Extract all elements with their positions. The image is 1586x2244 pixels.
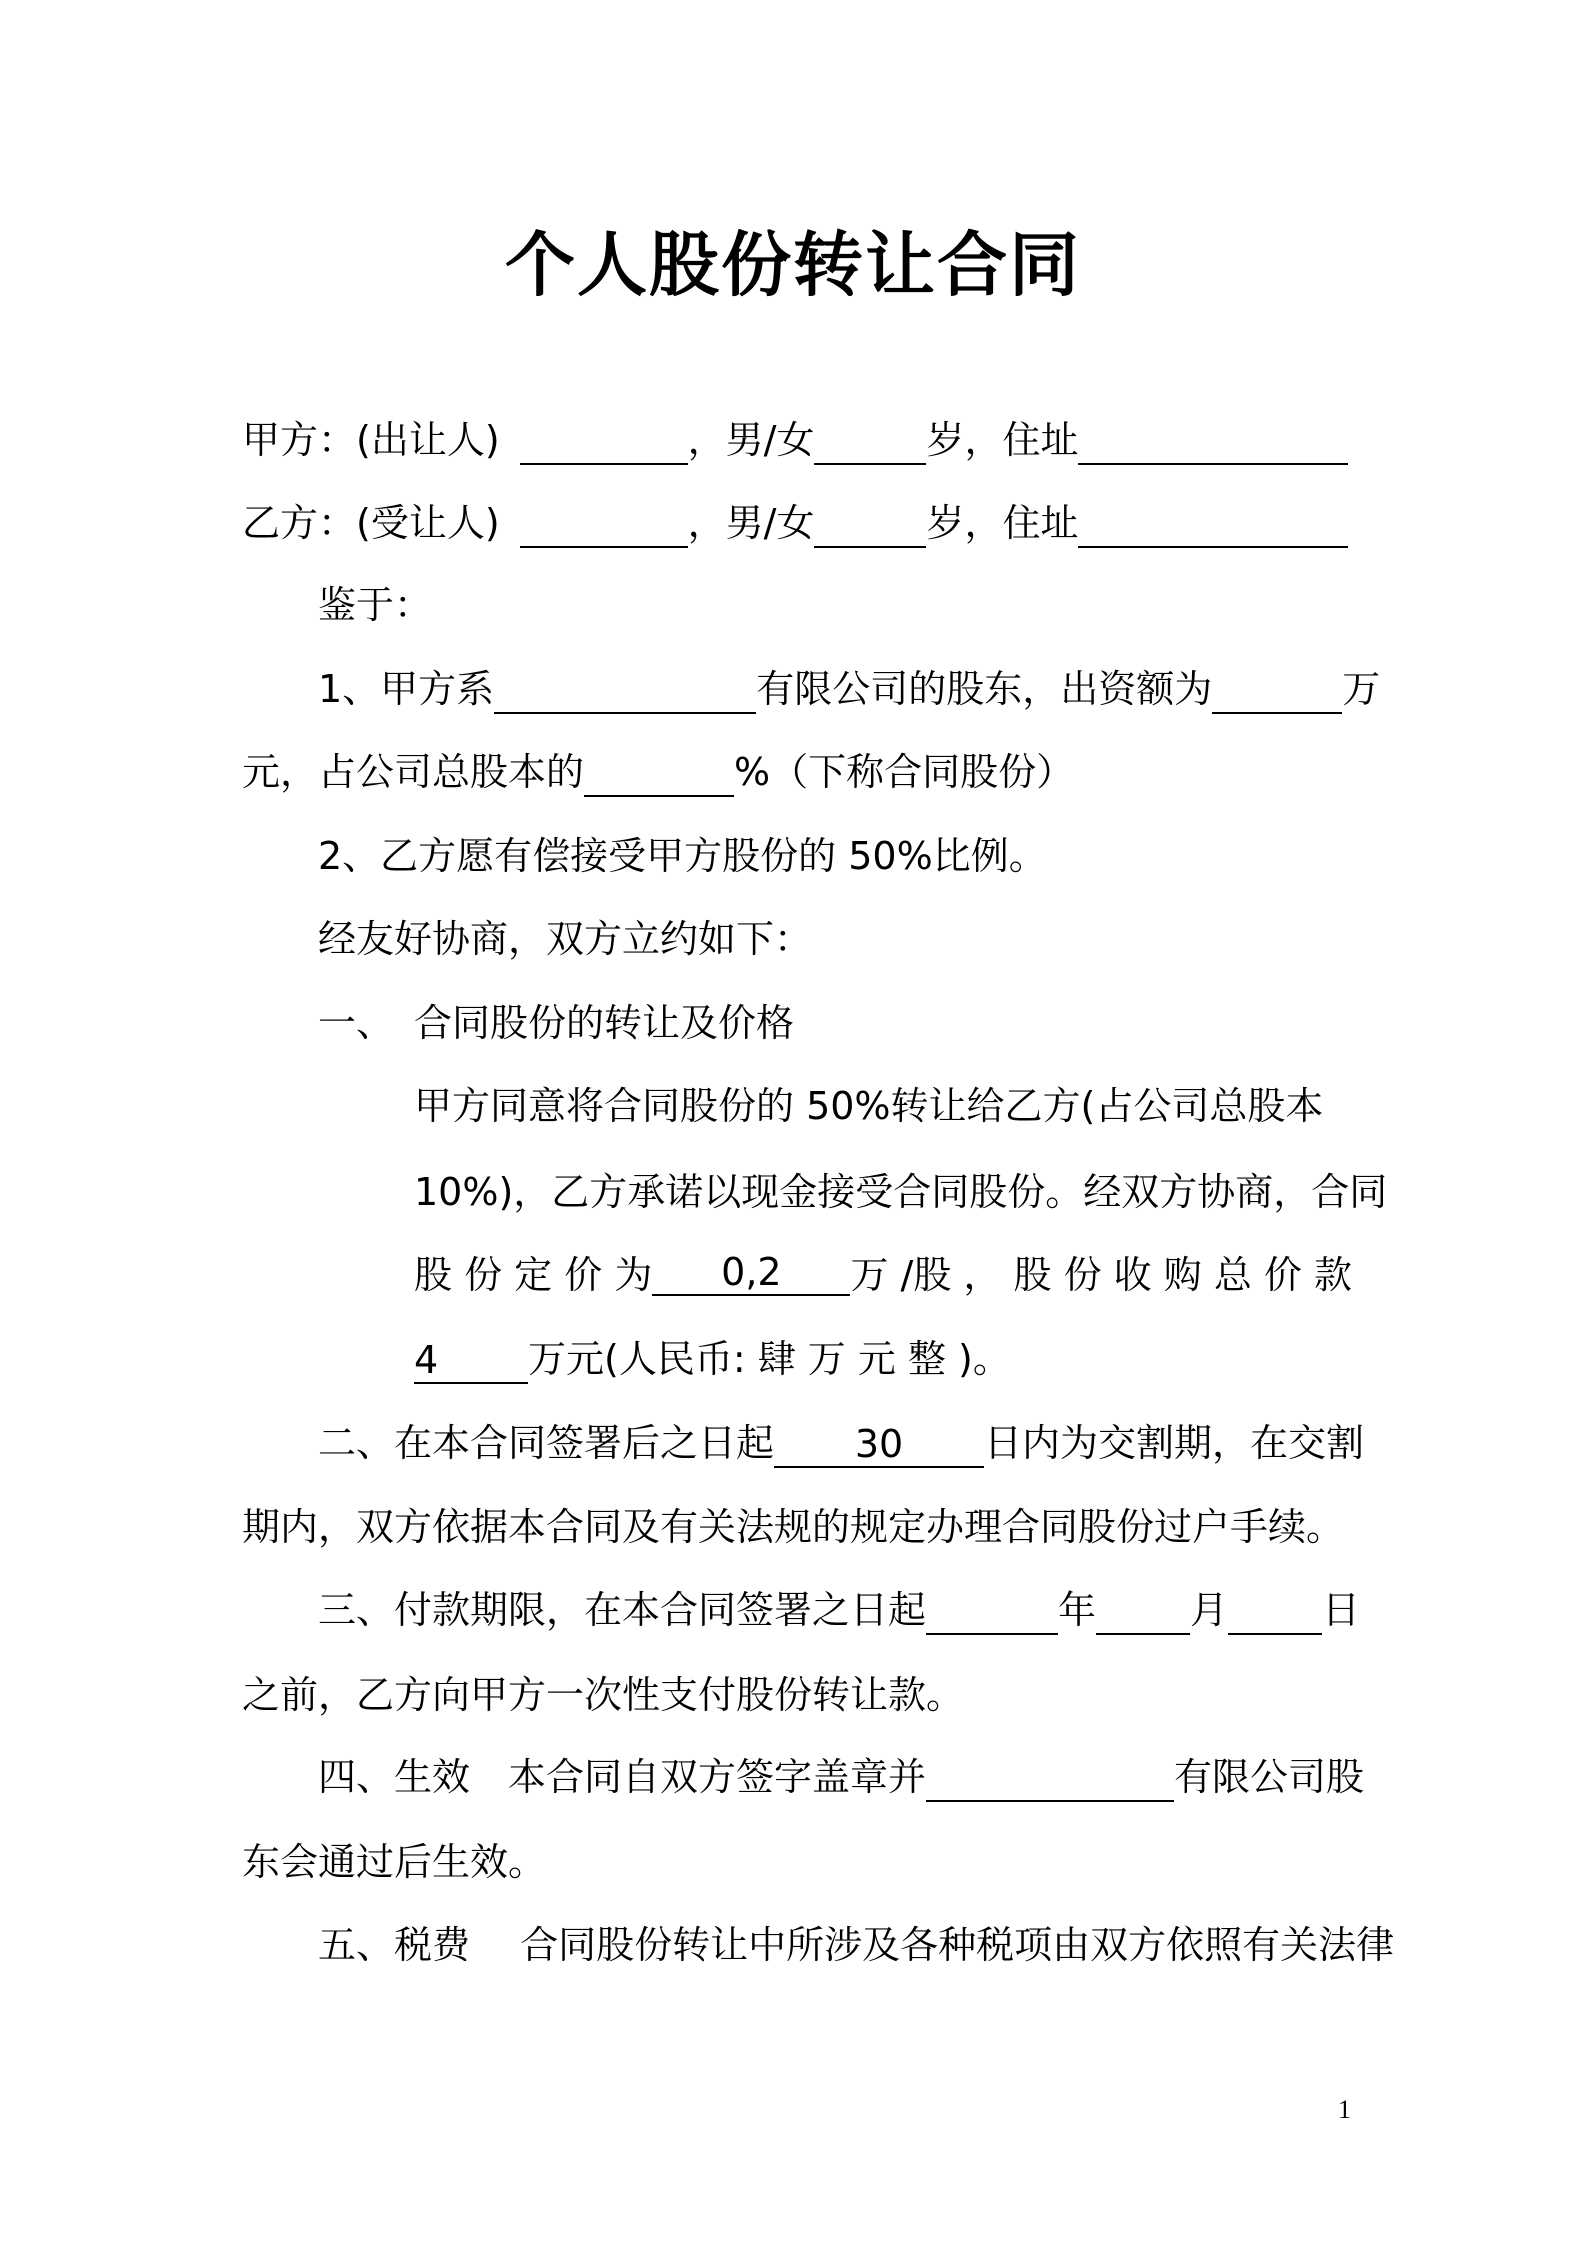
section1-heading-line: [318, 998, 1428, 1048]
price-blank: 0,2: [652, 1250, 850, 1296]
section1-line4: [414, 1334, 1524, 1384]
year-blank: [926, 1589, 1058, 1635]
total-price-label: 万 /股 ， 股 份 收 购 总 价 款: [850, 1253, 1352, 1297]
clause1-text-d: 元，占公司总股本的: [242, 750, 585, 794]
page-number: 1: [1338, 2095, 1351, 2124]
month-label: 月: [1190, 1588, 1229, 1632]
month-blank: [1096, 1589, 1190, 1635]
price-label: 股 份 定 价 为: [414, 1253, 653, 1297]
clause1-line2: [242, 747, 1352, 797]
section4-line1: [318, 1752, 1428, 1802]
day-label: 日: [1322, 1588, 1361, 1632]
section2-line2: 期内，双方依据本合同及有关法规的规定办理合同股份过户手续。: [242, 1505, 1345, 1549]
clause1-text-a: 1、甲方系: [318, 667, 495, 711]
whereas-line: 鉴于：: [318, 583, 433, 627]
day-blank: [1228, 1589, 1322, 1635]
section1-line1: 甲方同意将合同股份的 50%转让给乙方(占公司总股本: [414, 1084, 1324, 1128]
company-approval-blank: [926, 1756, 1174, 1802]
section2-text-b: 日内为交割期，在交割: [984, 1421, 1365, 1465]
party-b-label: 乙方：(受让人): [242, 501, 500, 545]
section3-line2: 之前，乙方向甲方一次性支付股份转让款。: [242, 1673, 965, 1717]
percent-blank: [584, 751, 734, 797]
clause1-line1: [318, 664, 1428, 714]
total-blank: 4: [414, 1338, 528, 1384]
section4-text-a: 四、生效 本合同自双方签字盖章并: [318, 1755, 927, 1799]
section2-text-a: 二、在本合同签署后之日起: [318, 1421, 775, 1465]
section4-text-b: 有限公司股: [1174, 1755, 1365, 1799]
document-title: 个人股份转让合同: [505, 224, 1081, 306]
section1-line2: 10%)，乙方承诺以现金接受合同股份。经双方协商，合同: [414, 1170, 1388, 1214]
party-a-label: 甲方：(出让人): [242, 418, 500, 462]
section1-heading: 合同股份的转让及价格: [414, 1001, 795, 1045]
section2-line1: [318, 1418, 1428, 1468]
section1-number: 一、: [318, 1001, 395, 1045]
party-a-age: 岁，住址: [926, 418, 1079, 462]
days-blank: 30: [774, 1422, 984, 1468]
party-a-line: [242, 415, 1352, 465]
party-a-name-blank: [520, 419, 688, 465]
party-b-gender: ，男/女: [687, 501, 815, 545]
section3-text-a: 三、付款期限，在本合同签署之日起: [318, 1588, 927, 1632]
year-label: 年: [1058, 1588, 1097, 1632]
section4-line2: 东会通过后生效。: [242, 1840, 547, 1884]
party-a-age-blank: [814, 419, 926, 465]
party-b-age-blank: [814, 502, 926, 548]
capital-blank: [1212, 668, 1342, 714]
party-a-address-blank: [1078, 419, 1348, 465]
total-amount-text: 万元(人民币: 肆 万 元 整 )。: [528, 1337, 1011, 1381]
party-b-line: [242, 498, 1352, 548]
agreement-line: 经友好协商，双方立约如下：: [318, 917, 813, 961]
clause1-text-b: 有限公司的股东，出资额为: [756, 667, 1213, 711]
section5-line1: 五、税费 合同股份转让中所涉及各种税项由双方依照有关法律: [318, 1923, 1395, 1967]
party-b-address-blank: [1078, 502, 1348, 548]
clause1-text-c: 万: [1342, 667, 1381, 711]
clause2-line: 2、乙方愿有偿接受甲方股份的 50%比例。: [318, 834, 1047, 878]
party-b-age: 岁，住址: [926, 501, 1079, 545]
company-name-blank: [494, 668, 756, 714]
clause1-text-e: %（下称合同股份）: [734, 750, 1075, 794]
party-b-name-blank: [520, 502, 688, 548]
section3-line1: [318, 1585, 1428, 1635]
party-a-gender: ，男/女: [687, 418, 815, 462]
section1-line3: [414, 1250, 1524, 1300]
